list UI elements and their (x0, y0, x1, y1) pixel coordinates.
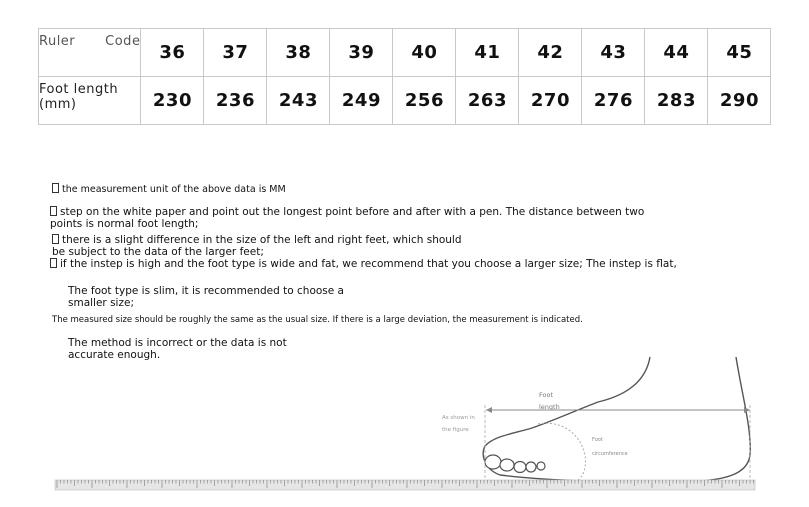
code-cell: 36 (141, 29, 204, 77)
code-cell: 44 (645, 29, 708, 77)
length-cell: 283 (645, 77, 708, 125)
code-cell: 40 (393, 29, 456, 77)
foot-measure-figure (0, 350, 809, 507)
figure-label: As shown in (442, 415, 475, 421)
code-cell: 38 (267, 29, 330, 77)
note-method: step on the white paper and point out the longest point before and after with a pen. The distance between two points is normal foot length; (50, 206, 645, 230)
length-cell: 263 (456, 77, 519, 125)
toe-5 (537, 462, 545, 470)
circumference-label: circumference (592, 451, 628, 457)
ruler (55, 480, 755, 490)
toe-4 (526, 462, 536, 472)
length-header (39, 77, 141, 125)
foot-length-label: length (539, 403, 560, 411)
code-label: Code (105, 34, 141, 49)
note-unit: the measurement unit of the above data is MM (52, 183, 286, 196)
note-feet-diff: there is a slight difference in the size of the left and right feet, which should be subject to the data of the larger feet; (52, 234, 462, 258)
code-cell: 37 (204, 29, 267, 77)
length-cell: 290 (708, 77, 771, 125)
code-cell: 43 (582, 29, 645, 77)
bullet-box-icon (52, 234, 59, 244)
note-instep: if the instep is high and the foot type is wide and fat, we recommend that you choose a larger size; The instep is flat, (50, 258, 677, 270)
foot-length-label: Foot (539, 391, 554, 399)
figure-label: the figure (442, 427, 469, 433)
toe-3 (514, 462, 526, 473)
foot-length-label: Foot length (39, 82, 119, 97)
length-cell: 276 (582, 77, 645, 125)
length-cell: 256 (393, 77, 456, 125)
code-cell: 45 (708, 29, 771, 77)
note-slim: The foot type is slim, it is recommended to choose a smaller size; (68, 285, 344, 309)
code-cell: 41 (456, 29, 519, 77)
length-cell: 230 (141, 77, 204, 125)
circumference-label: Foot (592, 437, 603, 443)
circumference-curve (538, 423, 586, 482)
note-deviation: The measured size should be roughly the same as the usual size. If there is a large deviation, the measurement is indicated. (52, 315, 583, 325)
code-row (39, 29, 771, 77)
unit-label: (mm) (39, 97, 77, 112)
code-cell: 39 (330, 29, 393, 77)
length-row (39, 77, 771, 125)
code-cell: 42 (519, 29, 582, 77)
length-cell: 243 (267, 77, 330, 125)
bullet-box-icon (50, 258, 57, 268)
toe-2 (500, 459, 514, 471)
length-cell: 249 (330, 77, 393, 125)
note-incorrect: The method is incorrect or the data is not accurate enough. (68, 337, 287, 361)
size-table (38, 28, 771, 125)
length-cell: 236 (204, 77, 267, 125)
code-header (39, 29, 141, 77)
toe-1 (485, 455, 501, 469)
bullet-box-icon (50, 206, 57, 216)
length-cell: 270 (519, 77, 582, 125)
ruler-label: Ruler (39, 34, 76, 49)
bullet-box-icon (52, 183, 59, 193)
